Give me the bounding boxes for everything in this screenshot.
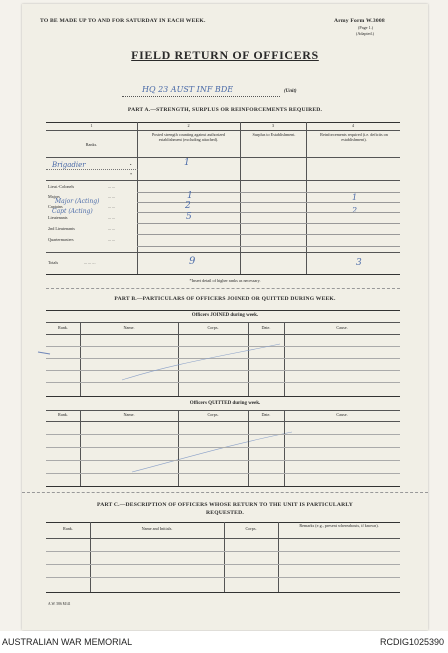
leader-dots: ... ... [108,184,116,189]
leader-dots: ... ... [108,237,116,242]
leader-dots: ... ... [108,194,116,199]
partc-col-remarks: Remarks (e.g., present whereabouts, if known). [299,523,379,528]
leader-dots: ... ... ... [84,260,96,265]
footer-right-text: RCDIG1025390 [379,637,444,647]
page-title: FIELD RETURN OF OFFICERS [131,48,319,62]
quitted-col-name: Name. [123,412,135,417]
col-number-3: 3 [271,123,275,128]
quitted-divider [80,410,81,486]
reinf-majors: 1 [352,193,358,202]
quitted-col-date: Date. [261,412,271,417]
rank-quartermasters: Quartermasters [48,237,74,242]
partc-row-rule [46,551,400,552]
quitted-col-cause: Cause. [336,412,348,417]
quitted-row-rule [46,434,400,435]
part-a-footnote: *Insert detail of higher ranks as necessary. [189,278,261,283]
form-sheet [22,4,428,630]
joined-col-corps: Corps. [207,325,219,330]
partc-divider [224,522,225,592]
rank-brigadier: Brigadier [52,161,86,169]
partc-col-rank: Rank. [63,526,73,531]
col-number-2: 2 [187,123,190,128]
part-c-bottom-rule [46,592,400,593]
handwritten-note-major: Major (Acting) [55,198,100,205]
joined-title: Officers JOINED during week. [191,313,259,318]
leader-dots: ... ... [108,215,116,220]
quitted-title: Officers QUITTED during week. [189,401,261,406]
row-bullet: • [130,162,132,167]
quitted-row-rule [46,473,400,474]
joined-col-date: Date. [261,325,271,330]
quitted-divider [248,410,249,486]
handwritten-note-capt: Capt (Acting) [52,208,93,215]
quitted-title-rule [46,410,400,411]
quitted-head-rule [46,421,400,422]
joined-col-cause: Cause. [336,325,348,330]
part-c-head-rule [46,538,400,539]
quitted-row-rule [46,447,400,448]
reinf-captains: 2 [352,206,358,215]
posted-header: Posted strength counting against authorized establishment (excluding attached). [151,132,226,142]
printer-mark: A.W. 586 M/41 [48,602,71,606]
archive-footer [0,631,448,653]
adapted-note: (Adapted.) [356,31,375,36]
partc-divider [90,522,91,592]
ranks-header: Ranks. [85,142,98,147]
joined-col-rank: Rank. [58,325,68,330]
totals-label: Totals [48,260,59,265]
posted-brigadier: 1 [184,158,190,168]
partc-row-rule [46,577,400,578]
rank-captains: Captains [48,204,63,209]
part-a-heading: PART A.—STRENGTH, SURPLUS OR REINFORCEMENTS REQUIRED. [127,107,323,113]
col-number-1: 1 [90,123,93,128]
partc-row-rule [46,564,400,565]
rank-lieut-colonels: Lieut.-Colonels [48,184,75,189]
part-b-heading: PART B.—PARTICULARS OF OFFICERS JOINED OR QUITTED DURING WEEK. [114,296,336,302]
pencil-strikes [22,4,428,630]
partc-col-name: Name and Initials. [141,526,173,531]
part-c-heading-line2: REQUESTED. [206,510,244,516]
col-number-4: 4 [351,123,355,128]
posted-lieutenants: 5 [186,212,192,222]
fold-line [22,492,428,493]
rank-star: * [130,172,133,177]
partc-divider [278,522,279,592]
quitted-col-corps: Corps. [207,412,219,417]
posted-majors: 1 [187,191,193,201]
quitted-row-rule [46,460,400,461]
part-c-heading-line1: PART C.—DESCRIPTION OF OFFICERS WHOSE RETURN TO THE UNIT IS PARTICULARLY [97,502,353,508]
quitted-divider [284,410,285,486]
quitted-divider [178,410,179,486]
form-number: Army Form W.3008 [334,18,385,24]
unit-value: HQ 23 AUST INF BDE [142,85,234,94]
instruction-text: TO BE MADE UP TO AND FOR SATURDAY IN EACH WEEK. [40,18,206,24]
rank-majors: Majors [48,194,60,199]
quitted-bottom-rule [46,486,400,487]
unit-label: (Unit) [284,89,297,94]
posted-captains: 2 [185,201,191,211]
quitted-col-rank: Rank. [58,412,68,417]
reinforcements-header: Reinforcements required (i.e. deficits on establishment). [320,132,388,142]
leader-dots: ... ... [108,204,116,209]
partc-col-corps: Corps. [245,526,257,531]
leader-dots: ... ... [108,226,116,231]
rank-lieutenants: Lieutenants [48,215,68,220]
surplus-header: Surplus to Establishment. [252,132,296,137]
rank-2nd-lieutenants: 2nd Lieutenants [48,226,75,231]
page-number: (Page 1.) [358,25,374,30]
totals-reinf: 3 [356,258,362,268]
totals-posted: 9 [189,256,196,267]
footer-left-text: AUSTRALIAN WAR MEMORIAL [2,637,133,647]
joined-col-name: Name. [123,325,135,330]
